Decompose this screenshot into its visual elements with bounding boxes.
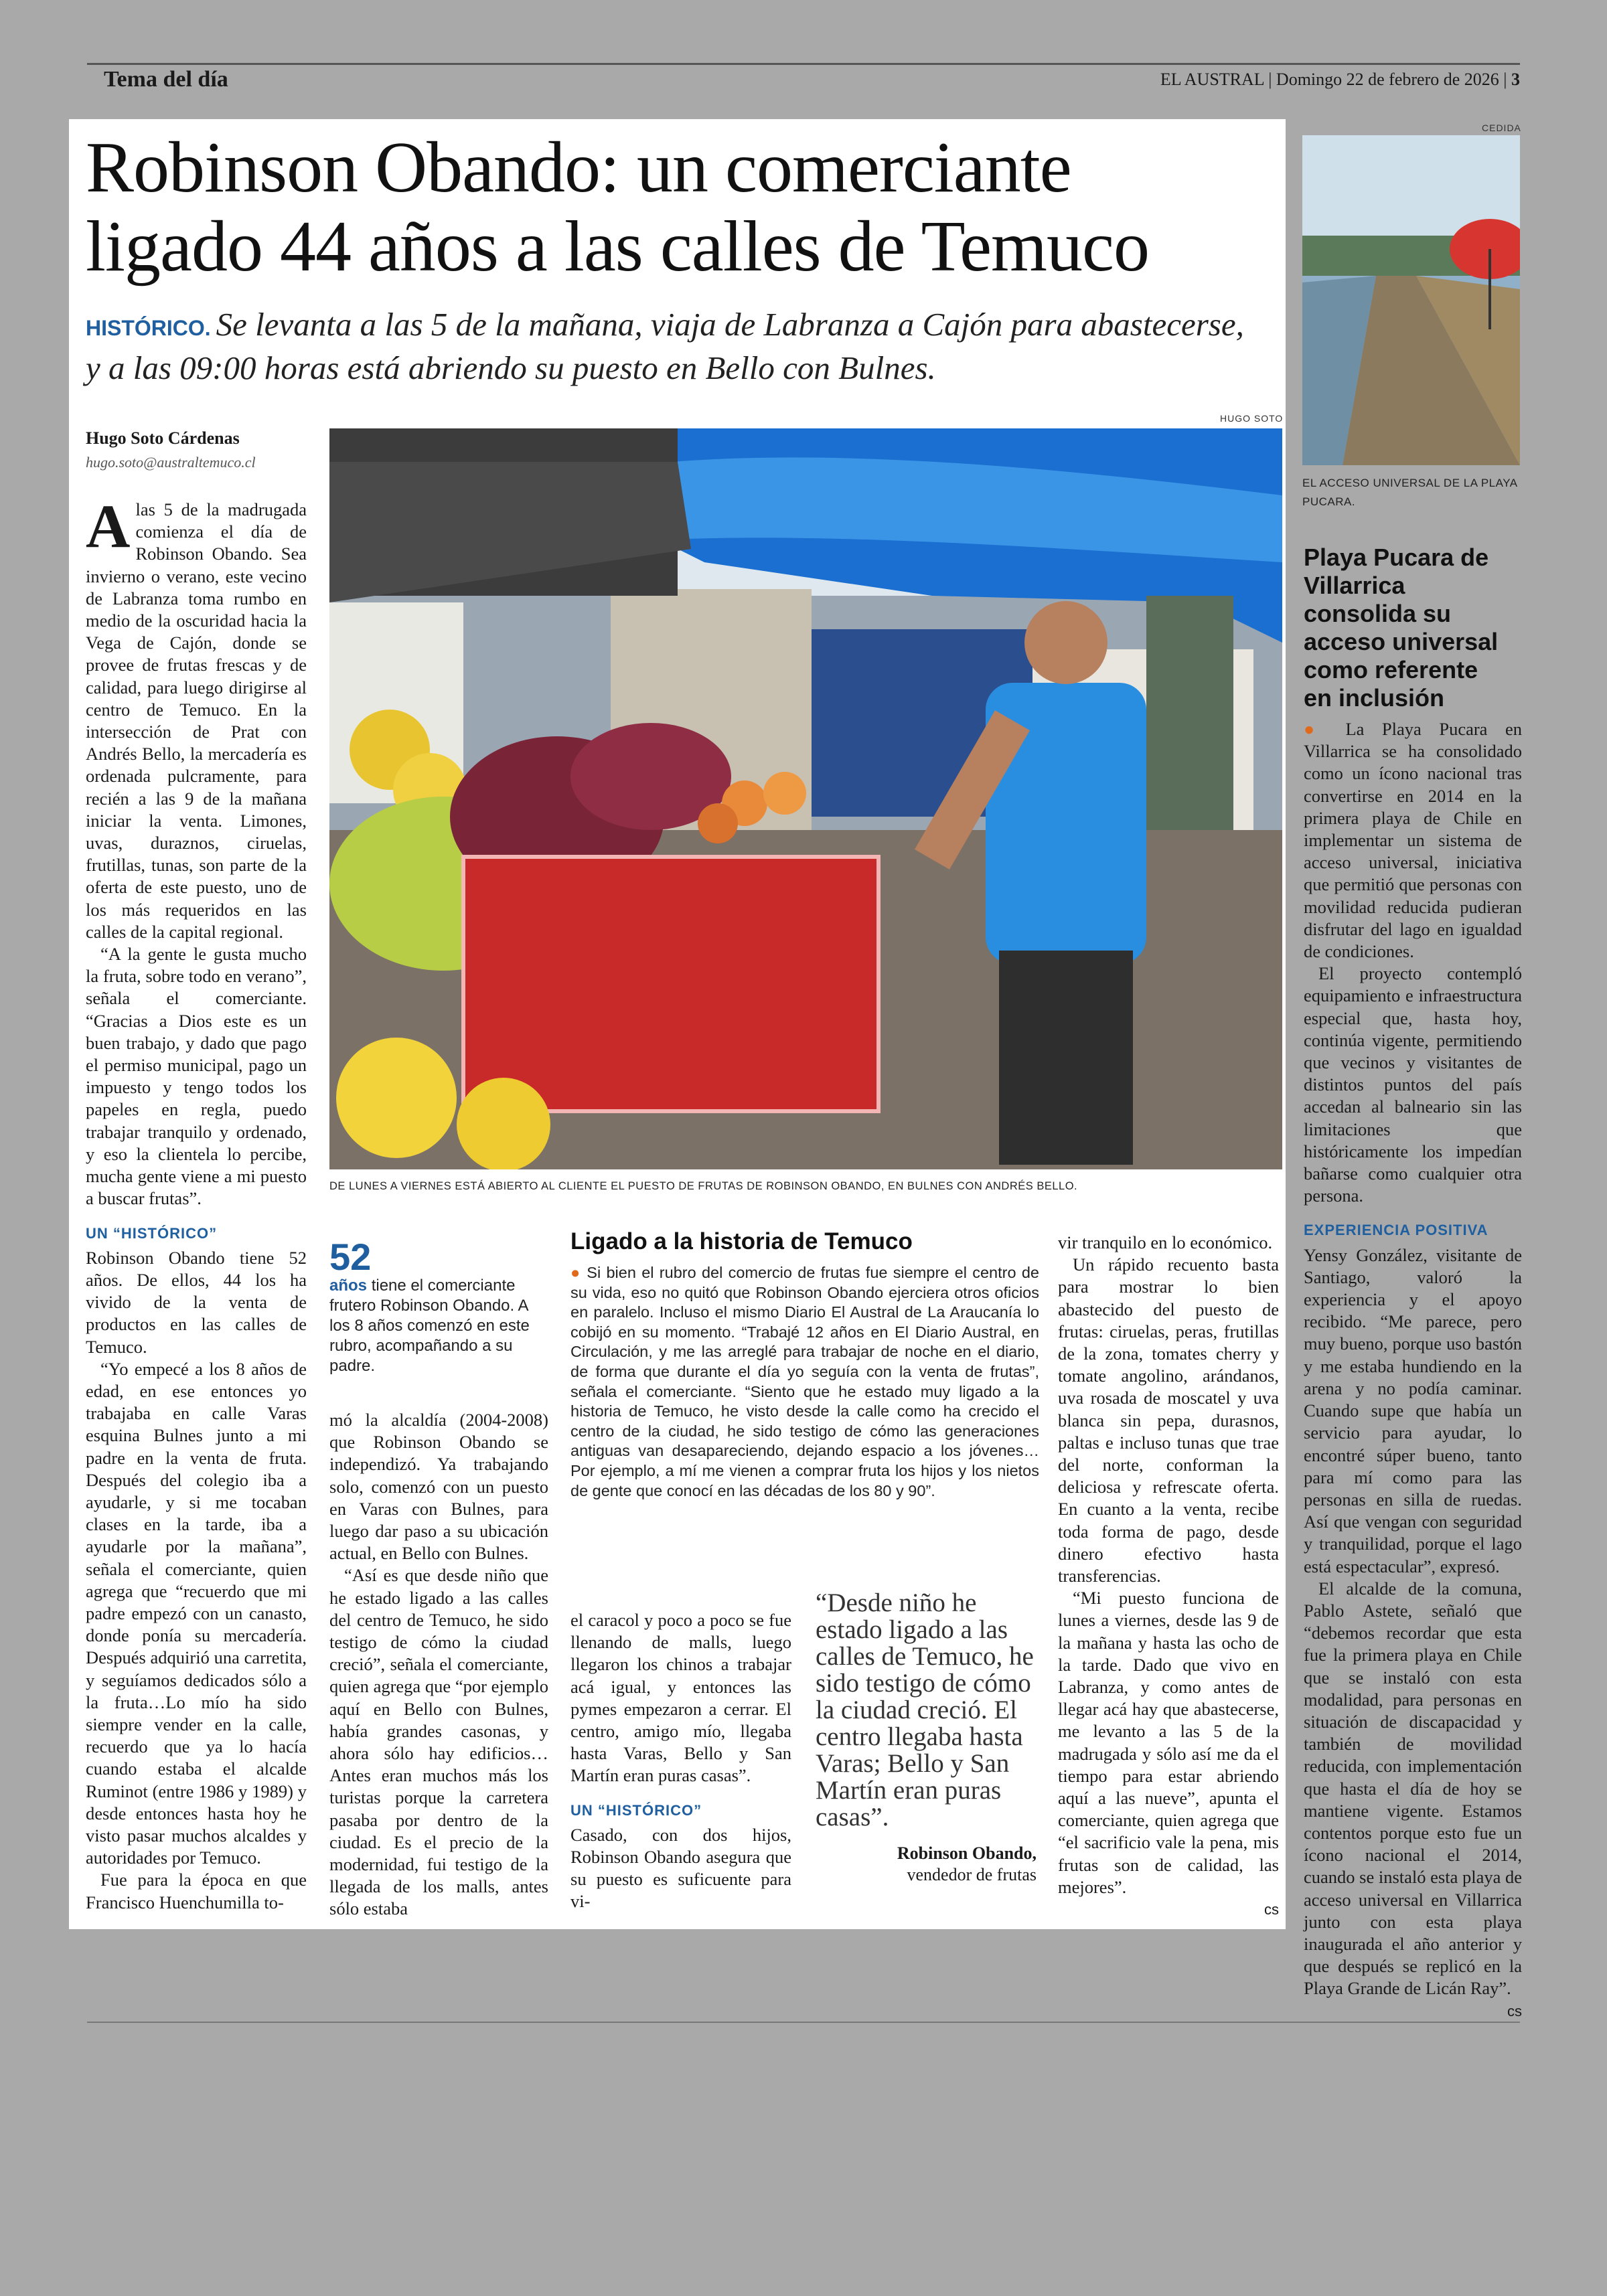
fruit-stand-photo xyxy=(329,428,1282,1169)
stat-text: tiene el comerciante frutero Robinson Obando. A los 8 años comenzó en este rubro, acompañando a su padre. xyxy=(329,1277,530,1375)
quote-role: vendedor de frutas xyxy=(907,1865,1037,1884)
sidebar-photo-caption: EL ACCESO UNIVERSAL DE LA PLAYA PUCARA. xyxy=(1302,477,1517,508)
paragraph: Fue para la época en que Francisco Huenchumilla to- xyxy=(86,1870,307,1912)
author-email: hugo.soto@australtemuco.cl xyxy=(86,454,256,471)
column-2 xyxy=(329,1409,548,1920)
deck-text: Se levanta a las 5 de la mañana, viaja de Labranza a Cajón para abastecerse, y a las 09:00 horas está abriendo su puesto en Bello con Bulnes. xyxy=(86,306,1244,386)
sidebar-end-mark: cs xyxy=(1507,2002,1522,2020)
photo-caption: DE LUNES A VIERNES ESTÁ ABIERTO AL CLIENTE EL PUESTO DE FRUTAS DE ROBINSON OBANDO, EN BULNES CON ANDRÉS BELLO. xyxy=(329,1180,1078,1192)
paragraph: vir tranquilo en lo económico. xyxy=(1058,1232,1273,1252)
paragraph: “Así es que desde niño que he estado ligado a las calles del centro de Temuco, he sido testigo de cómo la ciudad creció”, señala el comerciante, quien agrega que “por ejemplo aquí en Bello con Bulnes, había grandes casonas, y ahora sólo hay edificios…Antes eran muchos más los turistas porque la carretera pasaba por dentro de la ciudad. Es el precio de la modernidad, fui testigo de la llegada de los malls, antes sólo estaba xyxy=(329,1565,548,1919)
end-mark: cs xyxy=(1264,1901,1279,1918)
paragraph: Yensy González, visitante de Santiago, valoró la experiencia y el apoyo recibido. “Me parece, pero muy bueno, porque uso bastón y me estaba hundiendo en la arena y no podía caminar. Cuando supe que había un servicio para ayudar, lo encontré súper bueno, tanto para mí como para las personas en silla de ruedas. Así que vengan con seguridad y tranquilidad, porque el lago está espectacular”, expresó. xyxy=(1304,1244,1522,1576)
box-headline: Ligado a la historia de Temuco xyxy=(570,1228,913,1254)
top-rule xyxy=(87,63,1520,65)
paragraph: El proyecto contempló equipamiento e infraestructura especial que, hasta hoy, continúa vigente, permitiendo que vecinos y visitantes de distintos puntos del país accedan al balneario sin las limitaciones que históricamente los impedían bañarse como cualquier otra persona. xyxy=(1304,963,1522,1206)
byline: Hugo Soto Cárdenas xyxy=(86,428,240,448)
deck xyxy=(86,305,1264,388)
sidebar-box xyxy=(570,1228,1039,1501)
sidebar-headline: Playa Pucara de Villarrica consolida su acceso universal como referente en inclusión xyxy=(1304,544,1499,712)
deck-kicker: HISTÓRICO. xyxy=(86,316,211,340)
paragraph: “Mi puesto funciona de lunes a viernes, desde las 9 de la mañana y hasta las ocho de la tarde. Dado que vivo en Labranza, y como antes de llegar acá hay que abastecerse, me levanto a las 5 de la madrugada y sólo así me da el tiempo para estar abriendo aquí a las nueve”, apunta el comerciante, quien agrega que “el sacrificio vale la pena, mis frutas son de calidad, las mejores”. xyxy=(1058,1588,1279,1897)
paragraph: Un rápido recuento basta para mostrar lo bien abastecido del puesto de frutas: ciruelas, peras, frutillas de la zona, tomates cherry y tomate angolino, arándanos, uva rosada de moscatel y uva blanca sin pepa, durasnos, paltas e incluso tunas que trae del norte, conforman la deliciosa y refrescate oferta. En cuanto a la venta, recibe toda forma de pago, desde dinero efectivo hasta transferencias. xyxy=(1058,1254,1279,1586)
subhead: UN “HISTÓRICO” xyxy=(570,1801,702,1819)
paragraph: “Yo empecé a los 8 años de edad, en ese entonces yo trabajaba en calle Varas esquina Bulnes junto a mi padre en la venta de fruta. Después del colegio iba a ayudarle, y si me tocaban clases en la tarde, iba a ayudarle por la mañana”, señala el comerciante, quien agrega que “recuerdo que mi padre empezó con un canasto, donde ponía su mercadería. Después adquirió una carretita, y seguíamos dedicados sólo a la fruta…Lo mío ha sido siempre vender en la calle, recuerdo que ya lo hacía cuando estaba el alcalde Ruminot (entre 1986 y 1989) y desde entonces hasta hoy he visto pasar muchos alcaldes y autoridades por Temuco. xyxy=(86,1358,307,1868)
paragraph: el caracol y poco a poco se fue llenando de malls, luego llegaron los chinos a trabajar acá igual, y entonces las pymes empezaron a cerrar. El centro, amigo mío, llegaba hasta Varas, Bello y San Martín eran puras casas”. xyxy=(570,1610,791,1786)
column-5 xyxy=(1058,1232,1279,1920)
stat-callout xyxy=(329,1238,544,1376)
page-number: 3 xyxy=(1511,70,1520,89)
paragraph: La Playa Pucara en Villarrica se ha consolidado como un ícono nacional tras convertirse en 2014 en la primera playa de Chile en implementar un sistema de acceso universal, iniciativa que permitió que personas con movilidad reducida pudieran disfrutar del lago en igualdad de condiciones. xyxy=(1304,719,1522,962)
stat-number: 52 xyxy=(329,1236,372,1278)
quote-name: Robinson Obando, xyxy=(897,1843,1037,1863)
bottom-rule xyxy=(87,2022,1520,2023)
photo-credit: HUGO SOTO xyxy=(1220,413,1284,424)
headline xyxy=(86,129,1264,286)
dateline: EL AUSTRAL | Domingo 22 de febrero de 2026 | 3 xyxy=(1160,70,1520,89)
box-text: ● Si bien el rubro del comercio de frutas fue siempre el centro de su vida, eso no quitó que Robinson Obando ejerciera otros oficios en paralelo. Incluso el mismo Diario El Austral de La Araucanía lo cobijó en su momento. “Trabajé 12 años en El Diario Austral, en Circulación, y me las arreglé para trabajar de noche en el diario, de forma que durante el día yo seguía con la venta de frutas”, señala el comerciante. “Siento que he estado muy ligado a la historia de Temuco, he visto desde la calle como ha crecido el centro de la ciudad, he sido testigo de cómo las generaciones antiguas van desapareciendo, dejando espacio a los jóvenes… Por ejemplo, a mí me vienen a comprar fruta los hijos y los nietos de gente que conocí en las décadas de los 80 y 90”. xyxy=(570,1264,1039,1499)
issue-date: Domingo 22 de febrero de 2026 xyxy=(1276,70,1499,89)
paper-name: EL AUSTRAL xyxy=(1160,70,1264,89)
section-label: Tema del día xyxy=(104,67,228,92)
paragraph: las 5 de la madrugada comienza el día de Robinson Obando. Sea invierno o verano, este vecino de Labranza toma rumbo en medio de la oscuridad hacia la Vega de Cajón, donde se provee de frutas frescas y de calidad, para luego dirigirse al centro de Temuco. En la intersección de Prat con Andrés Bello, la mercadería es ordenada pulcramente, para recién a las 9 de la mañana iniciar la venta. Limones, uvas, duraznos, ciruelas, frutillas, tunas, son parte de la oferta de este puesto, uno de los más requeridos en las calles de la capital regional. xyxy=(86,499,307,942)
drop-cap: A xyxy=(86,492,131,560)
subhead: UN “HISTÓRICO” xyxy=(86,1224,218,1242)
box-paragraph: Si bien el rubro del comercio de frutas fue siempre el centro de su vida, eso no quitó que Robinson Obando ejerciera otros oficios en paralelo. Incluso el mismo Diario El Austral de La Araucanía lo cobijó en su momento. “Trabajé 12 años en El Diario Austral, en Circulación, y me las arreglé para trabajar de noche en el diario, de forma que durante el día yo seguía con la venta de frutas”, señala el comerciante. “Siento que he estado muy ligado a la historia de Temuco, he visto desde la calle como ha crecido el centro de la ciudad, he sido testigo de cómo las generaciones antiguas van desapareciendo, dejando espacio a los jóvenes… Por ejemplo, a mí me vienen a comprar fruta los hijos y los nietos de gente que conocí en las décadas de los 80 y 90”. xyxy=(570,1264,1039,1499)
pull-quote xyxy=(816,1590,1037,1886)
paragraph: Casado, con dos hijos, Robinson Obando asegura que su puesto es suficuente para vi- xyxy=(570,1824,791,1912)
sidebar-photo-credit: CEDIDA xyxy=(1482,122,1521,133)
paragraph: mó la alcaldía (2004-2008) que Robinson Obando se independizó. Ya trabajando solo, comenzó con un puesto en Varas con Bulnes, para luego dar paso a su ubicación actual, en Bello con Bulnes. xyxy=(329,1410,548,1564)
paragraph: Robinson Obando tiene 52 años. De ellos, 44 los ha vivido de la venta de productos en las calles de Temuco. xyxy=(86,1247,307,1357)
column-1 xyxy=(86,492,307,1914)
headline-line-1: Robinson Obando: un comerciante xyxy=(86,128,1071,208)
sidebar-subhead: EXPERIENCIA POSITIVA xyxy=(1304,1222,1488,1239)
column-3 xyxy=(570,1609,791,1913)
sidebar-column: ● La Playa Pucara en Villarrica se ha consolidado como un ícono nacional tras convertirse en 2014 en la primera playa de Chile en implementar un sistema de acceso universal, iniciativa que permitió que personas con movilidad reducida pudieran disfrutar del lago en igualdad de condiciones. El proyecto contempló equipamiento e infraestructura especial que, hasta hoy, continúa vigente, permitiendo que vecinos y visitantes de distintos puntos del país accedan al balneario sin las limitaciones que históricamente los impedían bañarse como cualquier otra persona. EXPERIENCIA POSITIVA Yensy González, visitante de Santiago, valoró la experiencia y el apoyo recibido. “Me parece, pero muy bueno, porque uso bastón y me estaba hundiendo en la arena y no podía caminar. Cuando supe que había un servicio para ayudar, lo encontré súper bueno, tanto para mí como para las personas en silla de ruedas. Así que vengan con seguridad y tranquilidad, porque el lago está espectacular”, expresó. El alcalde de la comuna, Pablo Astete, señaló que “debemos recordar que esta fue la primera playa en Chile que se instaló con esta modalidad, para personas en situación de discapacidad y también de movilidad reducida, con implementación que hasta el día de hoy se mantiene vigente. Estamos contentos porque esto fue un ícono nacional el 2014, cuando se instaló esta playa de acceso universal en Villarrica junto con esta playa inaugurada el año anterior y que después se replicó en la Playa Grande de Licán Ray”. cs xyxy=(1304,718,1522,2022)
stat-unit: años xyxy=(329,1277,368,1295)
paragraph: El alcalde de la comuna, Pablo Astete, señaló que “debemos recordar que esta fue la primera playa en Chile que se instaló con esta modalidad, para personas en situación de discapacidad y también de movilidad reducida, con implementación que hasta el día de hoy se mantiene vigente. Estamos contentos porque esto fue un ícono nacional el 2014, cuando se instaló esta playa de acceso universal en Villarrica junto con esta playa inaugurada el año anterior y que después se replicó en la Playa Grande de Licán Ray”. xyxy=(1304,1578,1522,1999)
headline-line-2: ligado 44 años a las calles de Temuco xyxy=(86,207,1149,286)
paragraph: “A la gente le gusta mucho la fruta, sobre todo en verano”, señala el comerciante. “Gracias a Dios este es un buen trabajo, y dado que pago el permiso municipal, pago un impuesto y tengo todos los papeles en regla, puedo trabajar tranquilo y ordenado, y eso la clientela lo percibe, mucha gente viene a mi puesto a buscar frutas”. xyxy=(86,944,307,1209)
beach-access-photo xyxy=(1302,135,1520,465)
quote-text: “Desde niño he estado ligado a las calles de Temuco, he sido testigo de cómo la ciudad creció. El centro llegaba hasta Varas; Bello y San Martín eran puras casas”. xyxy=(816,1588,1034,1831)
